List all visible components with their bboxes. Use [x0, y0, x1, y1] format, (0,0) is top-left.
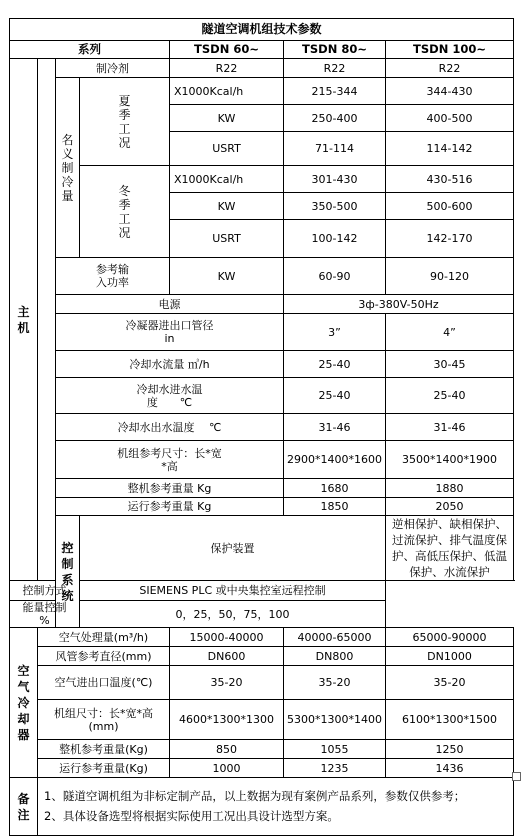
total-weight-label: 整机参考重量 Kg	[56, 479, 284, 498]
label-char: 况	[118, 225, 131, 240]
cell-value: 301-430	[284, 166, 386, 193]
note-line: 2、具体设备选型将根据实际使用工况出具设计选型方案。	[44, 809, 339, 823]
note-line: 1、隧道空调机组为非标定制产品，以上数据为现有案例产品系列，参数仅供参考；	[44, 789, 466, 803]
cooler-total-weight-label: 整机参考重量(Kg)	[38, 740, 170, 759]
cell-value: 1055	[284, 740, 386, 759]
spec-sheet	[9, 18, 513, 836]
table-row	[10, 647, 514, 666]
cell-value: 100-142	[284, 220, 386, 258]
cell-value: 25-40	[284, 351, 386, 378]
main-unit-group-label	[10, 59, 38, 581]
group-label-char: 制	[61, 556, 74, 571]
series-header: 系列	[10, 41, 170, 59]
cell-value: 2050	[386, 498, 514, 516]
cell-value: R22	[386, 59, 514, 78]
label-line: 冷凝器进出口管径	[125, 319, 214, 332]
cell-value: 3500*1400*1900	[386, 441, 514, 479]
control-method-label: 控制方式	[10, 581, 80, 601]
air-cooler-group-label	[10, 628, 38, 778]
unit-label: KW	[170, 193, 284, 220]
group-label-char: 控	[61, 540, 74, 555]
cell-value: 6100*1300*1500	[386, 700, 514, 740]
power-supply-label: 电源	[56, 295, 284, 314]
label-char: 制	[61, 160, 74, 175]
condenser-pipe-label	[56, 314, 284, 351]
air-temp-label: 空气进出口温度(℃)	[38, 666, 170, 700]
group-label-char: 主	[17, 304, 30, 319]
cell-value: 850	[170, 740, 284, 759]
cell-value: 400-500	[386, 105, 514, 132]
control-method-value: SIEMENS PLC 或中央集控室远程控制	[80, 581, 386, 601]
table-row	[10, 258, 514, 295]
table-row	[10, 295, 514, 314]
label-char: 名	[61, 132, 74, 147]
label-char: 况	[118, 135, 131, 150]
capacity-control-value: 0，25，50，75，100	[80, 601, 386, 628]
cell-value: R22	[284, 59, 386, 78]
label-line: in	[164, 332, 175, 345]
table-row	[10, 628, 514, 647]
cell-value: 35-20	[170, 666, 284, 700]
label-char: 义	[61, 146, 74, 161]
label-char: 夏	[118, 93, 131, 108]
table-row	[10, 581, 514, 601]
table-row	[10, 441, 514, 479]
table-row	[10, 740, 514, 759]
group-label-char: 系	[61, 572, 74, 587]
label-char: 季	[118, 197, 131, 212]
table-row	[10, 700, 514, 740]
water-in-temp-label	[56, 378, 284, 414]
cell-value: 65000-90000	[386, 628, 514, 647]
label-line: 冷却水进水温	[136, 382, 203, 396]
cell-value: 350-500	[284, 193, 386, 220]
table-row	[10, 601, 514, 628]
table-row	[10, 59, 514, 78]
notes-content	[38, 778, 514, 836]
unit-label: USRT	[170, 132, 284, 166]
group-label-char: 机	[17, 320, 30, 335]
table-row	[10, 351, 514, 378]
cell-value: 500-600	[386, 193, 514, 220]
cell-value: 90-120	[386, 258, 514, 295]
cell-value: 25-40	[386, 378, 514, 414]
nominal-capacity-label	[56, 78, 80, 258]
refrigerant-label: 制冷剂	[56, 59, 170, 78]
cell-value: 60-90	[284, 258, 386, 295]
cell-value: 344-430	[386, 78, 514, 105]
cell-value: 4600*1300*1300	[170, 700, 284, 740]
cell-value: 25-40	[284, 378, 386, 414]
table-title: 隧道空调机组技术参数	[10, 19, 514, 41]
cell-value: 430-516	[386, 166, 514, 193]
notes-row	[10, 778, 514, 836]
cell-value: 1235	[284, 759, 386, 778]
label-line: 机组尺寸：长*宽*高	[54, 706, 153, 720]
table-row	[10, 759, 514, 778]
water-flow-label: 冷却水流量 ㎥/h	[56, 351, 284, 378]
cell-value: 30-45	[386, 351, 514, 378]
label-line: *高	[161, 459, 178, 473]
table-row	[10, 414, 514, 441]
label-char: 工	[118, 121, 131, 136]
header-row	[10, 41, 514, 59]
cell-value: 1436	[386, 759, 514, 778]
cell-value: 35-20	[386, 666, 514, 700]
group-label-char: 气	[17, 679, 30, 694]
winter-label	[80, 166, 170, 258]
protection-label: 保护装置	[80, 516, 386, 581]
group-label-char: 器	[17, 727, 30, 742]
table-row	[10, 378, 514, 414]
operating-weight-label: 运行参考重量 Kg	[56, 498, 284, 516]
cell-value: 114-142	[386, 132, 514, 166]
model-header: TSDN 100~	[386, 41, 514, 59]
duct-diameter-label: 风管参考直径(mm)	[38, 647, 170, 666]
table-row	[10, 516, 514, 581]
cooler-dimensions-label	[38, 700, 170, 740]
cell-value: 71-114	[284, 132, 386, 166]
cell-value: 1250	[386, 740, 514, 759]
cell-value: 15000-40000	[170, 628, 284, 647]
cell-value: 31-46	[386, 414, 514, 441]
label-char: 量	[61, 188, 74, 203]
air-volume-label: 空气处理量(m³/h)	[38, 628, 170, 647]
table-row	[10, 166, 514, 193]
title-row	[10, 19, 514, 41]
table-row	[10, 479, 514, 498]
label-line: (mm)	[88, 719, 119, 733]
label-line: 参考输	[96, 263, 129, 276]
model-header: TSDN 60~	[170, 41, 284, 59]
cell-value: 142-170	[386, 220, 514, 258]
cell-value: 1850	[284, 498, 386, 516]
unit-label: X1000Kcal/h	[170, 78, 284, 105]
cell-value: 5300*1300*1400	[284, 700, 386, 740]
cell-value: 1000	[170, 759, 284, 778]
capacity-control-label: 能量控制 %	[10, 601, 80, 628]
cell-value: 215-344	[284, 78, 386, 105]
group-label-char: 空	[17, 663, 30, 678]
cell-value: 2900*1400*1600	[284, 441, 386, 479]
protection-value: 逆相保护、缺相保护、过流保护、排气温度保护、高低压保护、低温保护、水流保护	[386, 516, 514, 581]
spec-table	[9, 18, 514, 836]
cell-value: 40000-65000	[284, 628, 386, 647]
cell-value: R22	[170, 59, 284, 78]
label-line: 机组参考尺寸：长*宽	[117, 446, 222, 460]
table-row	[10, 78, 514, 105]
unit-label: X1000Kcal/h	[170, 166, 284, 193]
notes-group-label	[10, 778, 38, 836]
model-header: TSDN 80~	[284, 41, 386, 59]
cell-value: 250-400	[284, 105, 386, 132]
power-supply-value: 3ф-380V-50Hz	[284, 295, 514, 314]
label-char: 冷	[61, 174, 74, 189]
group-label-char: 统	[61, 588, 74, 603]
dimensions-label	[56, 441, 284, 479]
cell-value: 31-46	[284, 414, 386, 441]
unit-label: KW	[170, 258, 284, 295]
group-label-char: 注	[17, 807, 30, 822]
label-line: 入功率	[96, 276, 129, 289]
table-row	[10, 498, 514, 516]
cell-value: 1880	[386, 479, 514, 498]
cell-value: 1680	[284, 479, 386, 498]
cell-value: 35-20	[284, 666, 386, 700]
cell-value: DN800	[284, 647, 386, 666]
cell-value: DN600	[170, 647, 284, 666]
group-label-char: 冷	[17, 695, 30, 710]
cooler-operating-weight-label: 运行参考重量(Kg)	[38, 759, 170, 778]
label-line: 度 ℃	[146, 395, 193, 409]
group-label-char: 备	[17, 791, 30, 806]
summer-label	[80, 78, 170, 166]
input-power-label	[56, 258, 170, 295]
water-out-temp-label: 冷却水出水温度 ℃	[56, 414, 284, 441]
cell-value: 4”	[386, 314, 514, 351]
label-char: 冬	[118, 183, 131, 198]
group-label-char: 却	[17, 711, 30, 726]
unit-label: KW	[170, 105, 284, 132]
cell-value: 3”	[284, 314, 386, 351]
label-char: 季	[118, 107, 131, 122]
table-row	[10, 314, 514, 351]
label-char: 工	[118, 211, 131, 226]
unit-label: USRT	[170, 220, 284, 258]
resize-handle-icon[interactable]	[512, 772, 521, 781]
table-row	[10, 666, 514, 700]
cell-value: DN1000	[386, 647, 514, 666]
